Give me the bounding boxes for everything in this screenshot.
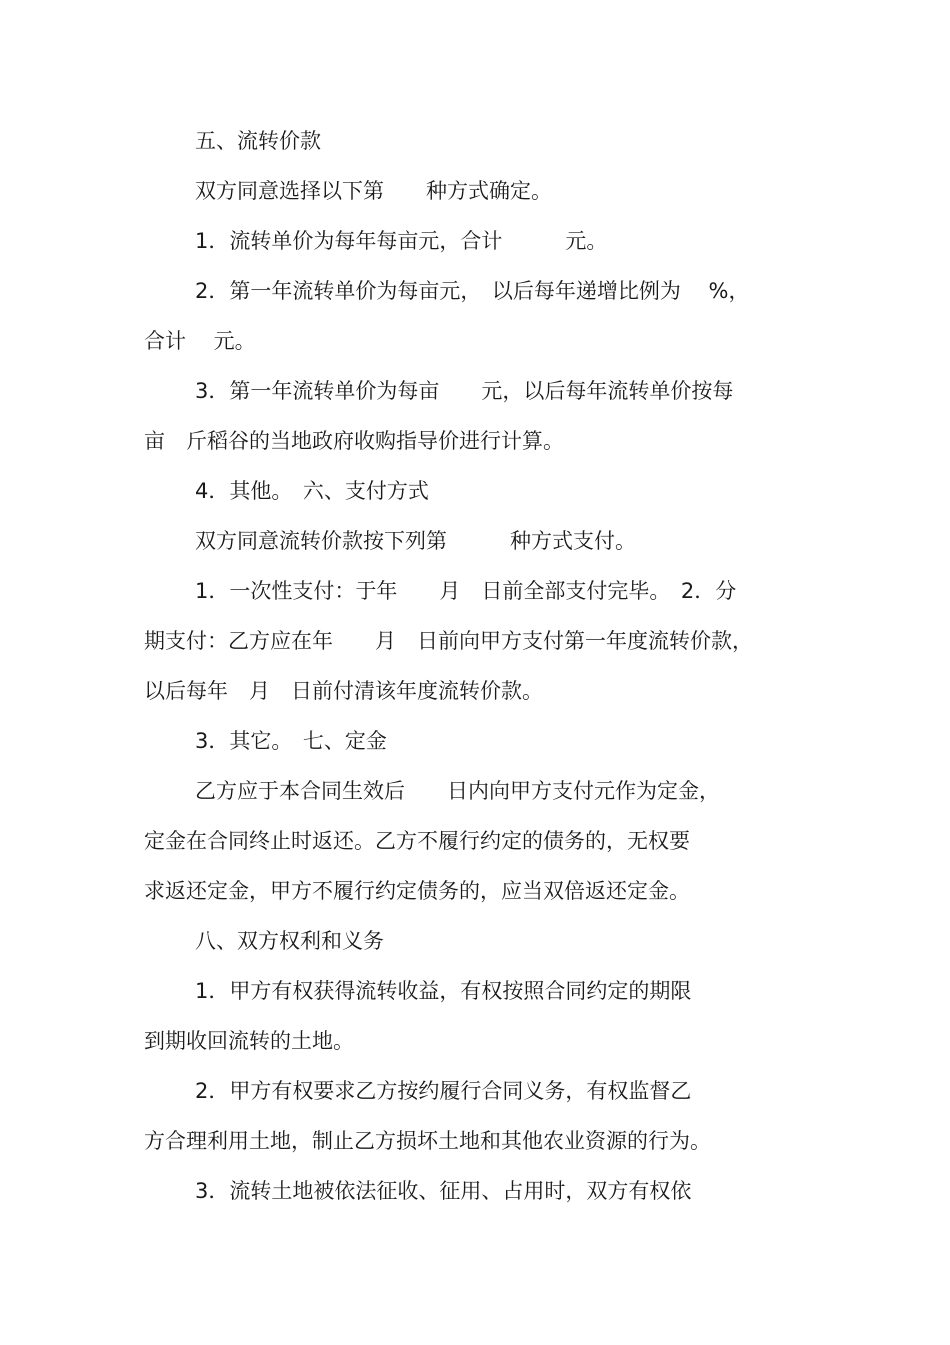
paragraph-line: 合计 元。 [144, 329, 256, 353]
paragraph-line: 期支付：乙方应在年 月 日前向甲方支付第一年度流转价款， [144, 629, 753, 653]
paragraph-line: 到期收回流转的土地。 [144, 1029, 354, 1053]
list-item-line: 3．流转土地被依法征收、征用、占用时，双方有权依 [195, 1179, 692, 1203]
list-item-line: 1．流转单价为每年每亩元，合计 元。 [195, 229, 608, 253]
list-item-line: 3．其它。 七、定金 [195, 729, 387, 753]
list-item-line: 1．一次性支付：于年 月 日前全部支付完毕。 2．分 [195, 579, 737, 603]
paragraph-line: 以后每年 月 日前付清该年度流转价款。 [144, 679, 543, 703]
paragraph-line: 定金在合同终止时返还。乙方不履行约定的债务的，无权要 [144, 829, 690, 853]
list-item-line: 2．甲方有权要求乙方按约履行合同义务，有权监督乙 [195, 1079, 692, 1103]
section-heading-5: 五、流转价款 [195, 129, 321, 153]
paragraph-line: 求返还定金，甲方不履行约定债务的，应当双倍返还定金。 [144, 879, 690, 903]
paragraph-line: 乙方应于本合同生效后 日内向甲方支付元作为定金， [195, 779, 720, 803]
paragraph-line: 方合理利用土地，制止乙方损坏土地和其他农业资源的行为。 [144, 1129, 711, 1153]
list-item-line: 4．其他。 六、支付方式 [195, 479, 429, 503]
paragraph-line: 亩 斤稻谷的当地政府收购指导价进行计算。 [144, 429, 564, 453]
list-item-line: 3．第一年流转单价为每亩 元，以后每年流转单价按每 [195, 379, 734, 403]
section-heading-8: 八、双方权利和义务 [195, 929, 384, 953]
list-item-line: 2．第一年流转单价为每亩元， 以后每年递增比例为 %， [195, 279, 750, 303]
list-item-line: 1．甲方有权获得流转收益，有权按照合同约定的期限 [195, 979, 692, 1003]
paragraph-line: 双方同意选择以下第 种方式确定。 [195, 179, 552, 203]
paragraph-line: 双方同意流转价款按下列第 种方式支付。 [195, 529, 636, 553]
